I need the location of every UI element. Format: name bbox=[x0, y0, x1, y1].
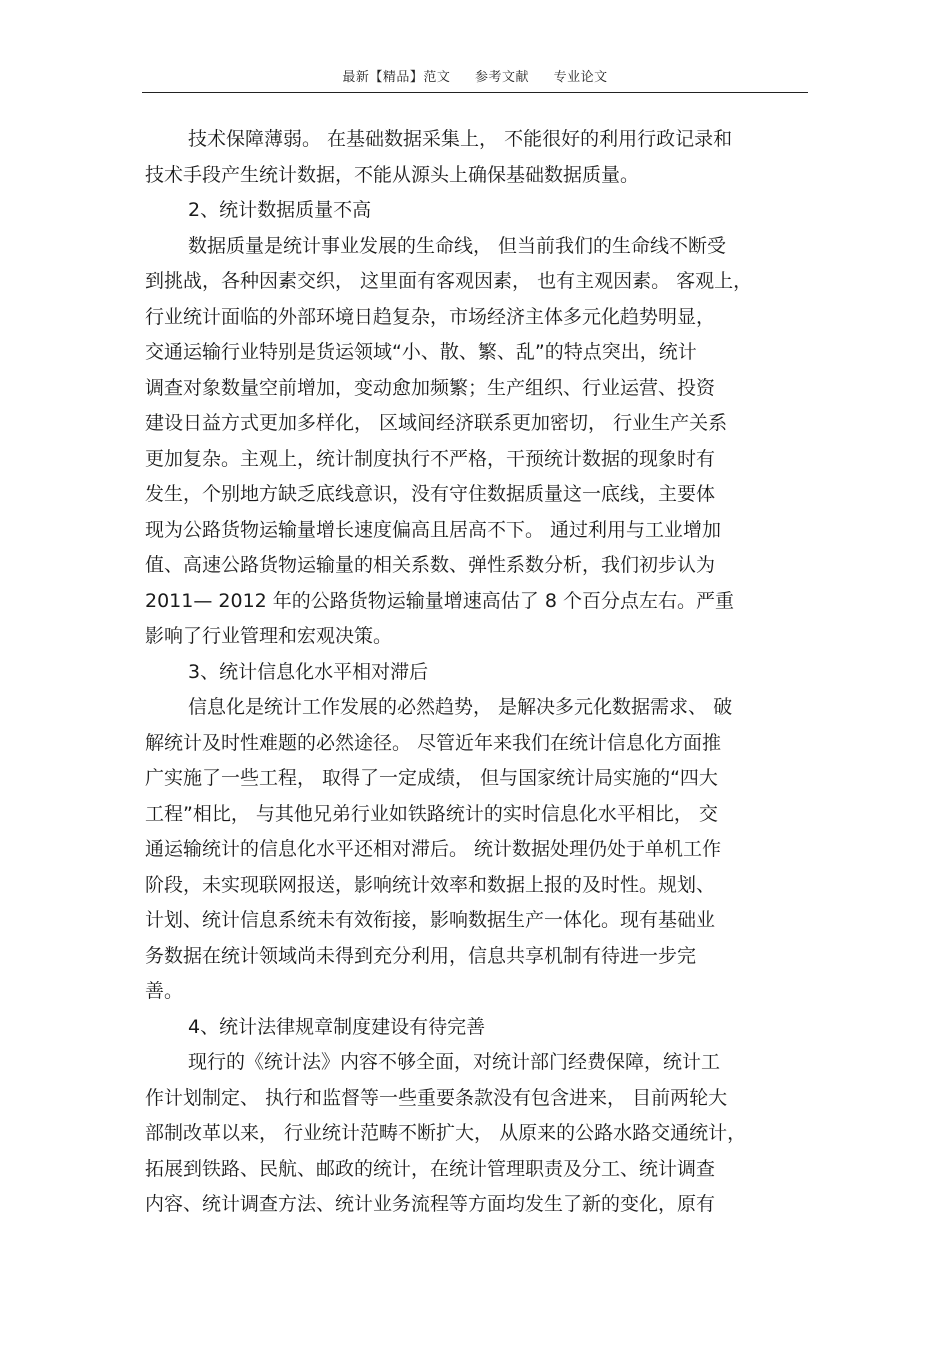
text-line: 解统计及时性难题的必然途径。 尽管近年来我们在统计信息化方面推 bbox=[145, 731, 722, 754]
text-line: 阶段，未实现联网报送，影响统计效率和数据上报的及时性。规划、 bbox=[145, 873, 716, 896]
text-line: 部制改革以来， 行业统计范畴不断扩大， 从原来的公路水路交通统计， bbox=[145, 1122, 747, 1144]
header-item: 参考文献 bbox=[474, 70, 529, 85]
text-line: 建设日益方式更加多样化， 区域间经济联系更加密切， 行业生产关系 bbox=[145, 412, 728, 434]
text-line: 影响了行业管理和宏观决策。 bbox=[145, 625, 393, 647]
body-text bbox=[145, 122, 810, 1223]
text-line: 工程”相比， 与其他兄弟行业如铁路统计的实时信息化水平相比， 交 bbox=[145, 802, 718, 825]
text-line: 拓展到铁路、民航、邮政的统计，在统计管理职责及分工、统计调查 bbox=[145, 1157, 716, 1180]
text-line: 值、高速公路货物运输量的相关系数、弹性系数分析，我们初步认为 bbox=[145, 554, 716, 576]
page-header bbox=[142, 66, 808, 85]
text-line: 内容、统计调查方法、统计业务流程等方面均发生了新的变化，原有 bbox=[145, 1193, 716, 1215]
text-line: 善。 bbox=[145, 980, 184, 1002]
text-line: 3、统计信息化水平相对滞后 bbox=[188, 660, 429, 683]
text-line: 通运输统计的信息化水平还相对滞后。 统计数据处理仍处于单机工作 bbox=[145, 838, 722, 860]
text-line: 现为公路货物运输量增长速度偏高且居高不下。 通过利用与工业增加 bbox=[145, 518, 722, 541]
header-rule bbox=[142, 92, 808, 93]
text-line: 数据质量是统计事业发展的生命线， 但当前我们的生命线不断受 bbox=[188, 234, 727, 257]
header-item: 最新【精品】范文 bbox=[342, 70, 451, 85]
text-line: 务数据在统计领域尚未得到充分利用，信息共享机制有待进一步完 bbox=[145, 944, 697, 967]
text-line: 现行的《统计法》内容不够全面，对统计部门经费保障，统计工 bbox=[188, 1051, 721, 1073]
text-line: 调查对象数量空前增加，变动愈加频繁；生产组织、行业运营、投资 bbox=[145, 376, 716, 399]
text-line: 广实施了一些工程， 取得了一定成绩， 但与国家统计局实施的“四大 bbox=[145, 767, 718, 789]
text-line: 信息化是统计工作发展的必然趋势， 是解决多元化数据需求、 破 bbox=[188, 696, 733, 718]
text-line: 2、统计数据质量不高 bbox=[188, 199, 372, 221]
text-line: 4、统计法律规章制度建设有待完善 bbox=[188, 1015, 486, 1038]
text-line: 技术手段产生统计数据，不能从源头上确保基础数据质量。 bbox=[145, 163, 640, 186]
text-line: 2011— 2012 年的公路货物运输量增速高估了 8 个百分点左右。严重 bbox=[145, 589, 734, 612]
header-item: 专业论文 bbox=[553, 70, 608, 85]
text-line: 更加复杂。主观上，统计制度执行不严格，干预统计数据的现象时有 bbox=[145, 447, 716, 470]
text-line: 计划、统计信息系统未有效衔接，影响数据生产一体化。现有基础业 bbox=[145, 909, 716, 931]
text-line: 发生，个别地方缺乏底线意识，没有守住数据质量这一底线，主要体 bbox=[145, 483, 716, 505]
text-line: 作计划制定、 执行和监督等一些重要条款没有包含进来， 目前两轮大 bbox=[145, 1086, 728, 1109]
text-line: 交通运输行业特别是货运领域“小、散、繁、乱”的特点突出，统计 bbox=[145, 341, 697, 363]
text-line: 行业统计面临的外部环境日趋复杂，市场经济主体多元化趋势明显， bbox=[145, 305, 716, 328]
text-line: 技术保障薄弱。 在基础数据采集上， 不能很好的利用行政记录和 bbox=[188, 128, 733, 150]
text-line: 到挑战，各种因素交织， 这里面有客观因素， 也有主观因素。 客观上， bbox=[145, 270, 753, 292]
